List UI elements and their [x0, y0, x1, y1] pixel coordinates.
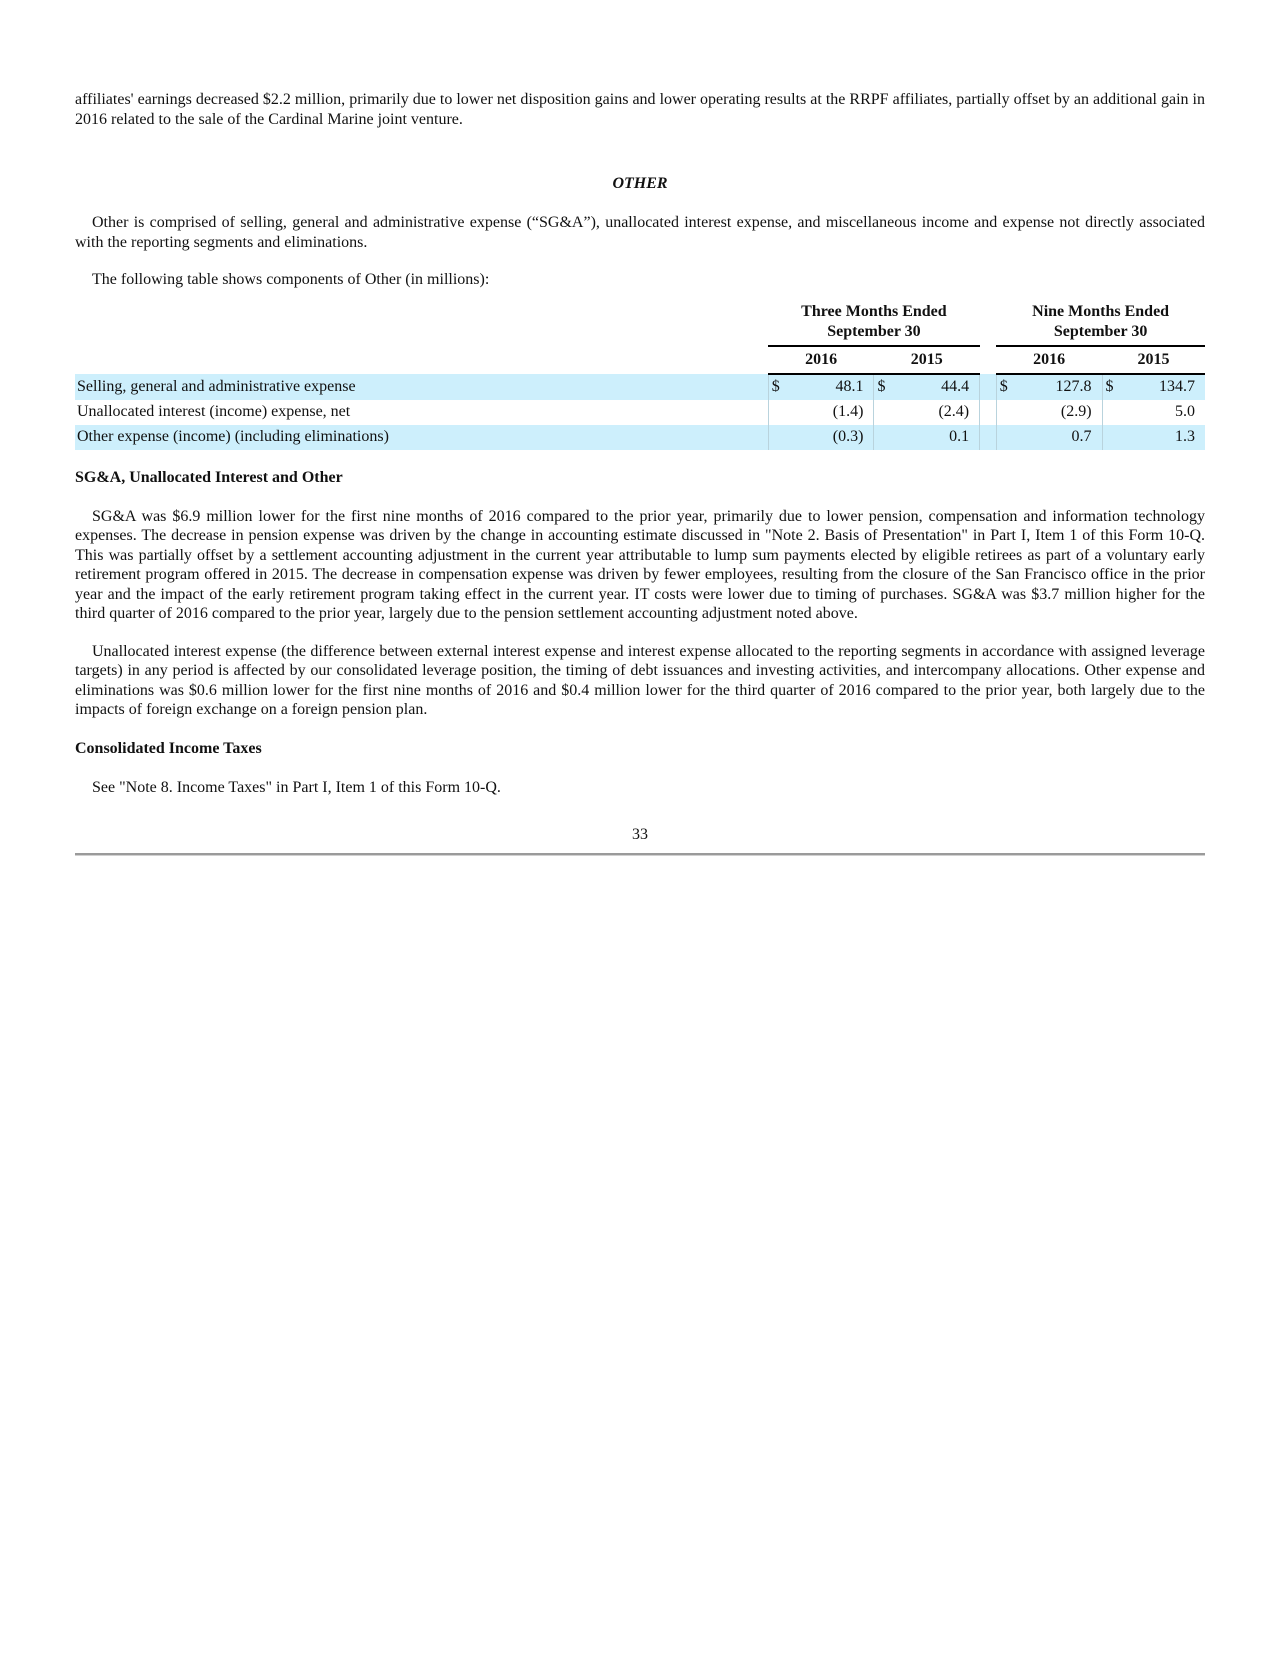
dollar-sign: $	[768, 374, 788, 400]
cell-value: 48.1	[788, 374, 874, 400]
year-header: 2015	[1102, 346, 1205, 374]
table-row	[75, 400, 1205, 425]
cell-value: (2.9)	[1016, 400, 1102, 425]
sga-heading: SG&A, Unallocated Interest and Other	[75, 468, 343, 486]
dollar-sign: $	[996, 374, 1016, 400]
group-header-nine-months: Nine Months Ended September 30	[996, 302, 1205, 346]
row-label: Selling, general and administrative expense	[75, 374, 752, 400]
row-label: Unallocated interest (income) expense, net	[77, 403, 351, 420]
cell-value: 0.1	[894, 425, 980, 450]
cell-value: 127.8	[1016, 374, 1102, 400]
year-header: 2016	[996, 346, 1102, 374]
section-title: OTHER	[612, 175, 668, 192]
group-header-three-months: Three Months Ended September 30	[768, 302, 979, 346]
document-page	[75, 90, 1205, 856]
cell-value: (1.4)	[788, 400, 874, 425]
interest-paragraph: Unallocated interest expense (the difference between external interest expense and interest expense allocated to the reporting segments in accordance with assigned leverage targets) in any period is affected by our consolidated leverage position, the timing of debt issuances and investing activities, and intercompany allocations. Other expense and eliminations was $0.6 million lower for the first nine months of 2016 and $0.4 million lower for the third quarter of 2016 compared to the prior year, both largely due to the impacts of foreign exchange on a foreign pension plan.	[75, 642, 1205, 718]
cell-value: 134.7	[1122, 374, 1205, 400]
year-header: 2015	[874, 346, 980, 374]
row-label: Other expense (income) (including eliminations)	[75, 425, 752, 450]
cell-value: (2.4)	[894, 400, 980, 425]
table-row	[75, 374, 1205, 400]
page-divider	[75, 853, 1205, 856]
cell-value: (0.3)	[788, 425, 874, 450]
other-paragraph: Other is comprised of selling, general and administrative expense (“SG&A”), unallocated interest expense, and miscellaneous income and expense not directly associated with the reporting segments and eliminations.	[75, 214, 1205, 251]
table-year-header-row	[75, 346, 1205, 374]
taxes-paragraph: See "Note 8. Income Taxes" in Part I, Item 1 of this Form 10-Q.	[92, 778, 501, 796]
table-group-header-row	[75, 302, 1205, 346]
cell-value: 5.0	[1175, 403, 1195, 420]
sga-paragraph: SG&A was $6.9 million lower for the first nine months of 2016 compared to the prior year, primarily due to lower pension, compensation and information technology expenses. The decrease in pension expense was driven by the change in accounting estimate discussed in "Note 2. Basis of Presentation" in Part I, Item 1 of this Form 10-Q. This was partially offset by a settlement accounting adjustment in the current year attributable to lump sum payments elected by eligible retirees as part of a voluntary early retirement program offered in 2015. The decrease in compensation expense was driven by fewer employees, resulting from the closure of the San Francisco office in the prior year and the impact of the early retirement program taking effect in the current year. IT costs were lower due to timing of purchases. SG&A was $3.7 million higher for the third quarter of 2016 compared to the prior year, largely due to the pension settlement accounting adjustment noted above.	[75, 507, 1205, 622]
cell-value: 44.4	[894, 374, 980, 400]
year-header: 2016	[768, 346, 874, 374]
table-intro: The following table shows components of Other (in millions):	[92, 271, 490, 288]
intro-paragraph: affiliates' earnings decreased $2.2 million, primarily due to lower net disposition gains and lower operating results at the RRPF affiliates, partially offset by an additional gain in 2016 related to the sale of the Cardinal Marine joint venture.	[75, 91, 1205, 128]
cell-value: 1.3	[1122, 425, 1205, 450]
dollar-sign: $	[874, 374, 894, 400]
cell-value: 0.7	[1016, 425, 1102, 450]
components-of-other-table	[75, 302, 1205, 450]
table-row	[75, 425, 1205, 450]
taxes-heading: Consolidated Income Taxes	[75, 739, 262, 757]
dollar-sign: $	[1102, 374, 1122, 400]
page-number: 33	[632, 826, 648, 843]
